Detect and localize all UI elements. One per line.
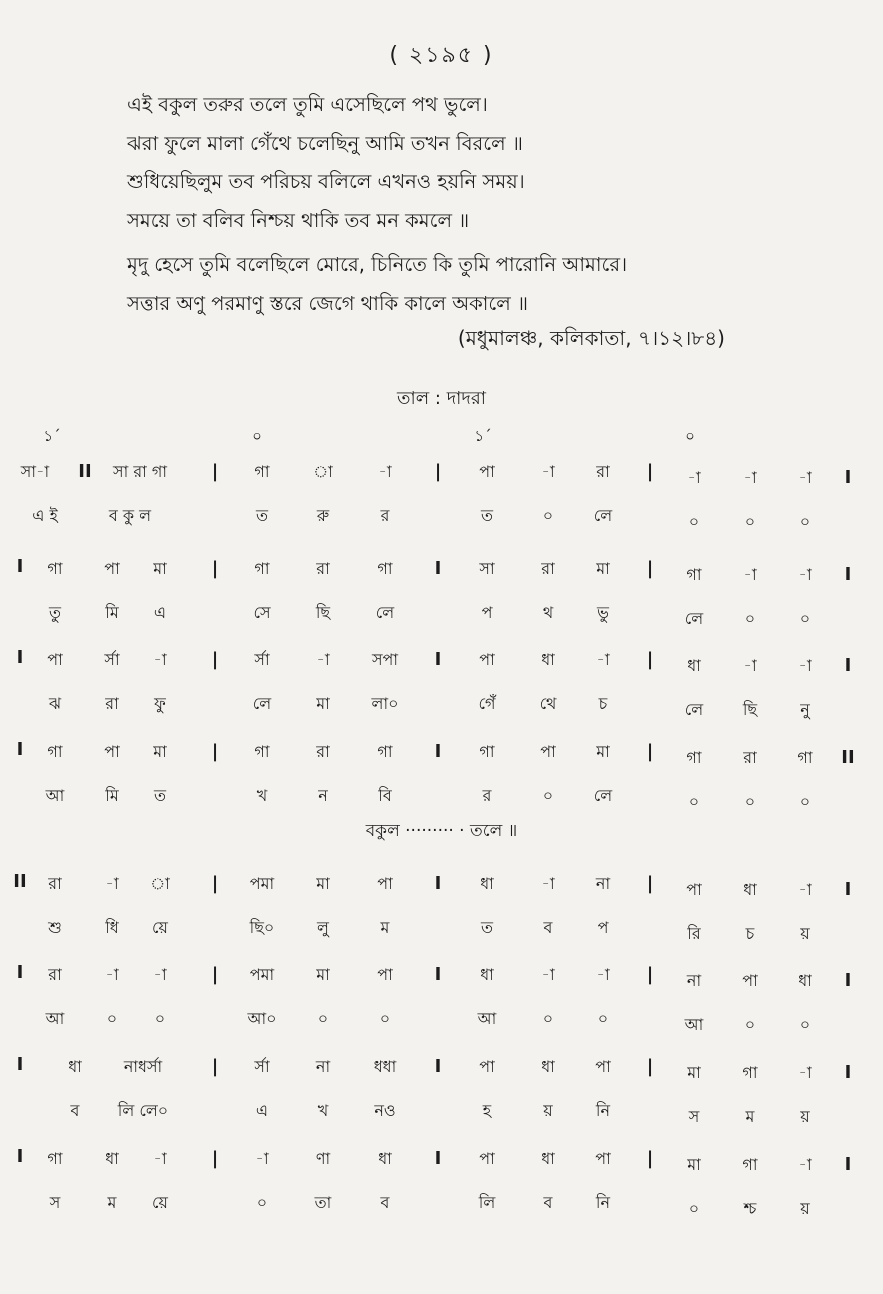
lyric-syllable: মি	[105, 786, 119, 805]
lyric-syllable: ছি	[742, 700, 758, 719]
lyric-syllable: ধি	[105, 918, 119, 937]
barline: I	[16, 556, 24, 577]
lyric-syllable: ০	[256, 1193, 268, 1212]
lyric-syllable: এ	[255, 1101, 269, 1120]
lyric-syllable: র	[380, 506, 390, 525]
note-cell: র্সা	[254, 650, 270, 669]
lyric-syllable: বি	[378, 786, 392, 805]
note-cell: মা	[596, 559, 610, 578]
barline: I	[434, 873, 442, 894]
lyric-syllable: আ	[477, 1009, 497, 1028]
note-cell: মা	[596, 742, 610, 761]
barline: |	[646, 1056, 654, 1077]
note-cell: গা	[47, 1149, 63, 1168]
note-cell: পা	[479, 1057, 495, 1076]
note-cell: -া	[596, 965, 610, 984]
lyric-syllable: য়	[800, 1107, 810, 1126]
lyric-syllable: ভু	[597, 603, 609, 622]
barline: |	[646, 1148, 654, 1169]
barline: I	[844, 655, 852, 676]
lyric-syllable: খ	[317, 1101, 329, 1120]
lyric-syllable: রা	[105, 694, 119, 713]
barline: |	[211, 649, 219, 670]
lyric-syllable: আ০	[247, 1009, 277, 1028]
note-cell: সা রা গা	[113, 462, 167, 481]
lyric-syllable: আ	[45, 1009, 65, 1028]
lyric-syllable: লে	[375, 603, 395, 622]
lyric-syllable: শ্চ	[743, 1199, 757, 1218]
note-cell: মা	[687, 1155, 701, 1174]
lyric-syllable: লি	[478, 1193, 496, 1212]
lyric-syllable: ব	[543, 918, 553, 937]
beat-marker: ০	[685, 427, 695, 445]
note-cell: ধা	[541, 650, 555, 669]
note-cell: া	[150, 874, 170, 893]
barline: |	[211, 461, 219, 482]
lyric-line: শুধিয়েছিলুম তব পরিচয় বলিলে এখনও হয়নি সময়।	[127, 170, 525, 193]
lead-note: সা-া	[20, 462, 50, 481]
note-cell: পমা	[249, 874, 275, 893]
lyric-syllable: খ	[256, 786, 268, 805]
lyric-syllable: ০	[688, 512, 700, 531]
note-cell: গা	[254, 559, 270, 578]
barline: |	[646, 964, 654, 985]
note-cell: রা	[316, 742, 330, 761]
lyric-line: ঝরা ফুলে মালা গেঁথে চলেছিনু আমি তখন বিরলে ॥	[127, 131, 523, 155]
note-cell: -া	[541, 965, 555, 984]
lyric-syllable: ০	[688, 792, 700, 811]
note-cell: া	[313, 462, 333, 481]
note-cell: মা	[153, 559, 167, 578]
barline: I	[16, 647, 24, 668]
lyric-syllable: ব	[380, 1193, 390, 1212]
lyric-syllable: ০	[597, 1009, 609, 1028]
lyric-syllable: চ	[598, 694, 608, 713]
note-cell: মা	[316, 965, 330, 984]
note-cell: পা	[595, 1057, 611, 1076]
barline: I	[16, 1146, 24, 1167]
note-cell: ধা	[743, 880, 757, 899]
lyric-syllable: ০	[542, 1009, 554, 1028]
note-cell: ধা	[68, 1057, 82, 1076]
lyric-syllable: ঝ	[48, 694, 62, 713]
note-cell: -া	[541, 874, 555, 893]
note-cell: গা	[479, 742, 495, 761]
lyric-syllable: ম	[107, 1193, 117, 1212]
lyric-syllable: ছি০	[249, 918, 275, 937]
note-cell: রা	[743, 748, 757, 767]
lyric-syllable: রু	[316, 506, 330, 525]
barline: |	[211, 1056, 219, 1077]
lyric-syllable: লে	[593, 506, 613, 525]
lyric-syllable: য়	[543, 1101, 553, 1120]
lyric-syllable: ০	[744, 792, 756, 811]
note-cell: -া	[153, 1149, 167, 1168]
note-cell: পা	[47, 650, 63, 669]
lyric-syllable: ০	[799, 792, 811, 811]
note-cell: রা	[48, 965, 62, 984]
note-cell: গা	[47, 742, 63, 761]
lyric-syllable: ০	[379, 1009, 391, 1028]
lyric-syllable: ০	[154, 1009, 166, 1028]
lyric-syllable: ০	[542, 786, 554, 805]
lyric-syllable: ম	[380, 918, 390, 937]
lyric-syllable: ০	[106, 1009, 118, 1028]
lyric-syllable: ত	[480, 506, 494, 525]
lyric-syllable: নি	[595, 1101, 611, 1120]
lyric-line: সময়ে তা বলিব নিশ্চয় থাকি তব মন কমলে ॥	[127, 208, 470, 232]
note-cell: গা	[742, 1155, 758, 1174]
lyric-syllable: তা	[314, 1193, 332, 1212]
barline: I	[434, 649, 442, 670]
lyric-syllable: প	[481, 603, 493, 622]
lyric-syllable: লা০	[371, 694, 399, 713]
barline: I	[844, 1062, 852, 1083]
barline: I	[16, 1054, 24, 1075]
note-cell: ধা	[541, 1149, 555, 1168]
note-cell: পা	[479, 1149, 495, 1168]
lyric-syllable: মা	[316, 694, 330, 713]
lyric-syllable: লে	[252, 694, 272, 713]
lyric-line: এই বকুল তরুর তলে তুমি এসেছিলে পথ ভুলে।	[127, 93, 488, 116]
barline: |	[211, 558, 219, 579]
barline: I	[434, 964, 442, 985]
lyric-syllable: গেঁ	[478, 694, 496, 713]
lyric-syllable: থ	[542, 603, 554, 622]
note-cell: পা	[377, 874, 393, 893]
lyric-syllable: এ ই	[32, 506, 58, 525]
note-cell: -া	[798, 880, 812, 899]
note-cell: গা	[377, 559, 393, 578]
lyric-syllable: ০	[744, 609, 756, 628]
lyric-syllable: ছি	[315, 603, 331, 622]
note-cell: -া	[105, 965, 119, 984]
note-cell: ধা	[105, 1149, 119, 1168]
lyric-syllable: ০	[744, 512, 756, 531]
barline: |	[211, 741, 219, 762]
note-cell: -া	[378, 462, 392, 481]
note-cell: রা	[541, 559, 555, 578]
note-cell: না	[686, 971, 702, 990]
lyric-line: মৃদু হেসে তুমি বলেছিলে মোরে, চিনিতে কি তুমি পারোনি আমারে।	[127, 253, 628, 276]
lyric-syllable: লু	[317, 918, 329, 937]
note-cell: ণা	[315, 1149, 331, 1168]
note-cell: -া	[743, 656, 757, 675]
lyric-line: সত্তার অণু পরমাণু স্তরে জেগে থাকি কালে অকালে ॥	[127, 291, 529, 315]
barline: I	[16, 962, 24, 983]
barline: |	[646, 558, 654, 579]
note-cell: মা	[316, 874, 330, 893]
note-cell: পা	[479, 462, 495, 481]
lyric-syllable: শু	[48, 918, 62, 937]
note-cell: গা	[742, 1063, 758, 1082]
lyric-syllable: হ	[482, 1101, 492, 1120]
lyric-syllable: লে	[593, 786, 613, 805]
note-cell: -া	[798, 468, 812, 487]
barline: I	[844, 970, 852, 991]
barline: II	[841, 747, 855, 768]
lyric-syllable: য়	[800, 1199, 810, 1218]
note-cell: -া	[743, 468, 757, 487]
note-cell: ধধা	[373, 1057, 397, 1076]
barline: |	[211, 1148, 219, 1169]
lyric-syllable: য়ে	[152, 1193, 168, 1212]
lyric-syllable: প	[597, 918, 609, 937]
note-cell: পমা	[249, 965, 275, 984]
lyric-syllable: নও	[374, 1101, 396, 1120]
lyric-syllable: স	[49, 1193, 61, 1212]
lyric-syllable: ০	[744, 1015, 756, 1034]
lyric-syllable: মি	[105, 603, 119, 622]
note-cell: গা	[686, 748, 702, 767]
note-cell: -া	[798, 1155, 812, 1174]
lyric-syllable: লি লে০	[117, 1101, 169, 1120]
lyric-syllable: য়ে	[152, 918, 168, 937]
note-cell: -া	[105, 874, 119, 893]
lyric-syllable: ব	[70, 1101, 80, 1120]
note-cell: ধা	[687, 656, 701, 675]
taal-title: তাল : দাদরা	[397, 388, 486, 409]
lyric-syllable: য়	[800, 924, 810, 943]
lyric-syllable: ত	[153, 786, 167, 805]
note-cell: -া	[153, 965, 167, 984]
note-cell: গা	[254, 462, 270, 481]
note-cell: মা	[153, 742, 167, 761]
refrain-line: বকুল ········· · তলে ॥	[365, 821, 518, 841]
barline: |	[211, 873, 219, 894]
barline: I	[844, 564, 852, 585]
lyric-syllable: ব কু ল	[108, 506, 152, 525]
lyrics-block	[127, 86, 847, 323]
lyric-syllable: এ	[153, 603, 167, 622]
lyric-syllable: চ	[745, 924, 755, 943]
barline: |	[434, 461, 442, 482]
note-cell: ধা	[798, 971, 812, 990]
note-cell: গা	[797, 748, 813, 767]
lyric-syllable: লে	[684, 700, 704, 719]
note-cell: -া	[541, 462, 555, 481]
lyric-syllable: আ	[684, 1015, 704, 1034]
lyric-syllable: ফু	[154, 694, 166, 713]
lyric-syllable: ত	[255, 506, 269, 525]
beat-marker: ১´	[474, 427, 492, 445]
note-cell: রা	[48, 874, 62, 893]
note-cell: র্সা	[104, 650, 120, 669]
note-cell: পা	[686, 880, 702, 899]
lyric-syllable: ত	[480, 918, 494, 937]
note-cell: নাধর্সা	[123, 1057, 163, 1076]
beat-marker: ০	[252, 427, 262, 445]
note-cell: সা	[479, 559, 495, 578]
note-cell: পা	[595, 1149, 611, 1168]
note-cell: পা	[479, 650, 495, 669]
note-cell: ধা	[480, 965, 494, 984]
note-cell: পা	[742, 971, 758, 990]
barline: II	[13, 871, 27, 892]
lyric-syllable: ০	[799, 512, 811, 531]
note-cell: গা	[686, 565, 702, 584]
note-cell: মা	[687, 1063, 701, 1082]
note-cell: না	[315, 1057, 331, 1076]
note-cell: -া	[743, 565, 757, 584]
barline: |	[211, 964, 219, 985]
note-cell: রা	[596, 462, 610, 481]
beat-marker: ১´	[43, 427, 61, 445]
note-cell: -া	[687, 468, 701, 487]
barline: I	[844, 467, 852, 488]
note-cell: গা	[377, 742, 393, 761]
note-cell: র্সা	[254, 1057, 270, 1076]
lyric-syllable: স	[688, 1107, 700, 1126]
note-cell: -া	[798, 565, 812, 584]
lyric-syllable: আ	[45, 786, 65, 805]
barline: I	[434, 1148, 442, 1169]
page-number: ( ২১৯৫ )	[389, 43, 494, 68]
barline: |	[646, 461, 654, 482]
lyric-syllable: তু	[48, 603, 62, 622]
lyric-syllable: রি	[687, 924, 701, 943]
lyric-syllable: সে	[253, 603, 271, 622]
note-cell: -া	[316, 650, 330, 669]
lyric-syllable: লে	[684, 609, 704, 628]
note-cell: পা	[104, 559, 120, 578]
lyric-syllable: ০	[688, 1199, 700, 1218]
lyric-syllable: ম	[745, 1107, 755, 1126]
note-cell: ধা	[541, 1057, 555, 1076]
lyric-syllable: ০	[542, 506, 554, 525]
note-cell: পা	[104, 742, 120, 761]
lyric-syllable: র	[482, 786, 492, 805]
barline: I	[844, 1154, 852, 1175]
note-cell: না	[595, 874, 611, 893]
barline: |	[646, 873, 654, 894]
lyric-syllable: ০	[799, 1015, 811, 1034]
note-cell: -া	[798, 656, 812, 675]
barline: I	[844, 879, 852, 900]
lyric-syllable: নু	[800, 700, 810, 719]
barline: I	[434, 558, 442, 579]
lyric-syllable: ০	[317, 1009, 329, 1028]
lyric-syllable: ন	[318, 786, 328, 805]
note-cell: রা	[316, 559, 330, 578]
lyric-syllable: ০	[799, 609, 811, 628]
note-cell: ধা	[480, 874, 494, 893]
note-cell: গা	[47, 559, 63, 578]
lyric-syllable: নি	[595, 1193, 611, 1212]
note-cell: সপা	[371, 650, 399, 669]
note-cell: ধা	[378, 1149, 392, 1168]
barline: I	[16, 739, 24, 760]
note-cell: -া	[255, 1149, 269, 1168]
lyric-syllable: ব	[543, 1193, 553, 1212]
note-cell: -া	[596, 650, 610, 669]
barline: II	[78, 461, 92, 482]
note-cell: -া	[798, 1063, 812, 1082]
note-cell: পা	[377, 965, 393, 984]
note-cell: পা	[540, 742, 556, 761]
barline: |	[646, 649, 654, 670]
barline: I	[434, 1056, 442, 1077]
barline: I	[434, 741, 442, 762]
lyric-syllable: থে	[539, 694, 557, 713]
barline: |	[646, 741, 654, 762]
note-cell: গা	[254, 742, 270, 761]
note-cell: -া	[153, 650, 167, 669]
source-citation: (মধুমালঞ্চ, কলিকাতা, ৭।১২।৮৪)	[457, 326, 725, 350]
